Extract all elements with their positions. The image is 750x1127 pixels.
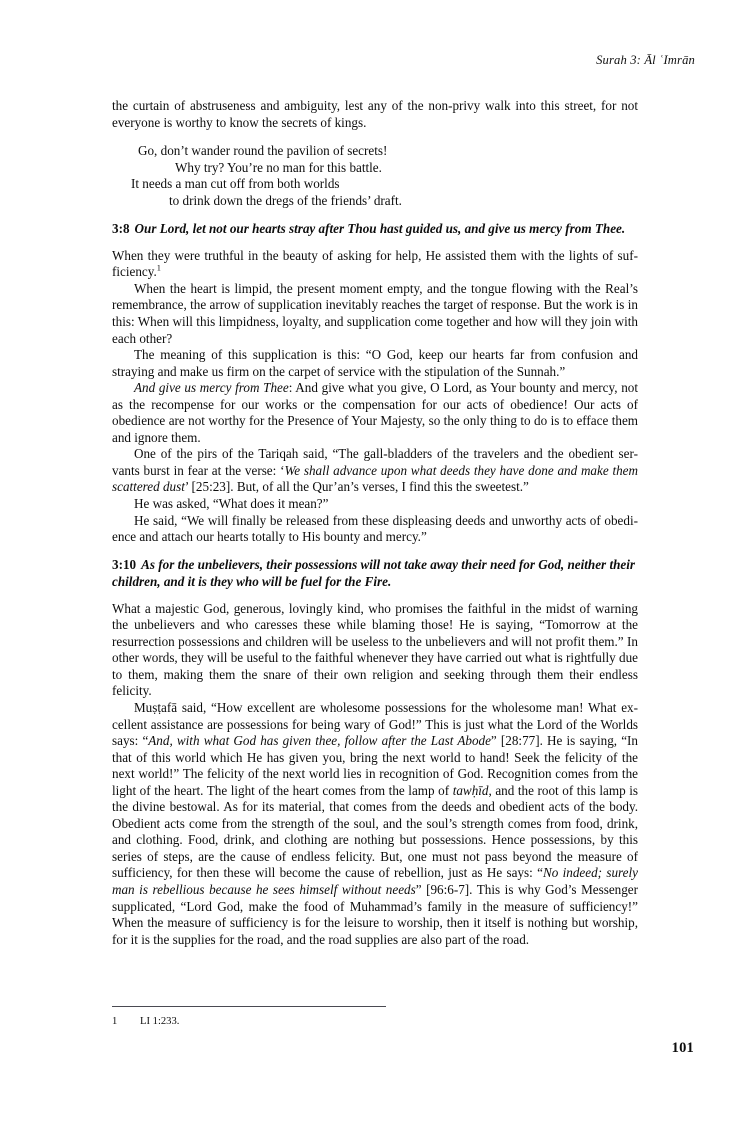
verse-heading-3-8 [112, 221, 638, 238]
paragraph-9-part-d: ” [96:6-7]. This is why God’s Messenger supplicated, “Lord God, make the food of Muhammad’s family in the measure of sufficiency!” When the measure of sufficiency is for the leisure to worship, then it itself is nothing but worship, for it is the supplies for the road, and the road supplies are also part of the road. [112, 882, 639, 947]
paragraph-9-part-a: Muṣṭafā said, “How excellent are wholesome possessions for the wholesome man! What ex-cellent assistance are possessions for being wary of God!” This is just what the Lord of the Worlds says: “ [112, 699, 638, 749]
paragraph-1 [112, 248, 638, 281]
paragraph-1-text: When they were truthful in the beauty of asking for help, He assisted them with the lights of suf-ficiency. [112, 247, 638, 280]
verse-text: As for the unbelievers, their possessions will not take away their need for God, neither their children, and it is they who will be fuel for the Fire. [112, 557, 635, 589]
paragraph-5 [112, 446, 638, 496]
paragraph-4 [112, 380, 638, 446]
paragraph-9-part-c: , and the root of this lamp is the divine bestowal. As for its material, that comes from the deeds and obedient acts of the body. Obedient acts come from the strength of the soul, and the soul’s strength comes from food, drink, and clothing. Food, drink, and clothing are nothing but possessions. Hence possessions, by this series of steps, are the cause of endless felicity. But, one must not pass beyond the measure of sufficiency, for then these will become the cause of rebellion, just as He says: “ [112, 782, 638, 881]
poem-line-4: to drink down the dregs of the friends’ draft. [169, 192, 402, 208]
paragraph-7: He said, “We will finally be released from these displeasing deeds and unworthy acts of obedi-ence and attach our hearts totally to His bounty and mercy.” [112, 512, 638, 545]
quran-quote-25-23: We shall advance upon what deeds they have done and make them scattered dust [112, 462, 639, 495]
paragraph-2: When the heart is limpid, the present moment empty, and the tongue flowing with the Real’s remembrance, the arrow of supplication inevitably reaches the target of response. But the work is in this: When will this limpidness, loyalty, and supplication come together and how will they join with each other? [112, 280, 638, 346]
paragraph-carryover: the curtain of abstruseness and ambiguity, lest any of the non-privy walk into this street, for not everyone is worthy to know the secrets of kings. [112, 98, 638, 130]
lemma-give-us-mercy: And give us mercy from Thee [134, 380, 289, 396]
quran-quote-96-6-7: No indeed; surely man is rebellious because he sees himself without needs [112, 865, 638, 897]
verse-number: 3:10 [112, 557, 137, 573]
page-number: 101 [671, 1040, 694, 1056]
verse-number: 3:8 [112, 220, 130, 236]
footnote-text: LI 1:233. [140, 1016, 180, 1027]
paragraph-5-outro: ’ [25:23]. But, of all the Qur’an’s verses, I find this the sweetest.” [184, 479, 529, 495]
verse-text: Our Lord, let not our hearts stray after Thou hast guided us, and give us mercy from Thee. [134, 220, 626, 236]
paragraph-3: The meaning of this supplication is this: “O God, keep our hearts far from confusion and straying and make us firm on the carpet of service with the stipulation of the Sunnah.” [112, 347, 638, 379]
poem-line-1: Go, don’t wander round the pavilion of secrets! [138, 143, 388, 159]
paragraph-5-intro: One of the pirs of the Tariqah said, “The gall-bladders of the travelers and the obedient ser-vants burst in fear at the verse: ‘ [112, 446, 638, 478]
poem-line-3: It needs a man cut off from both worlds [131, 176, 340, 192]
page-body [112, 98, 638, 948]
paragraph-9-part-b: ” [28:77]. He is saying, “In that of this world which He has given you, bring the next world to hand! Seek the felicity of the next world!” The felicity of the next world lies in recognition of God. Recognition comes from the light of the heart. The light of the heart comes from the lamp of [112, 733, 638, 798]
paragraph-9 [112, 700, 638, 948]
footnote-marker-1[interactable]: 1 [156, 263, 161, 273]
term-tawhid: tawḥīd [452, 782, 489, 798]
footnote-separator-rule [112, 1006, 386, 1007]
footnote-number: 1 [112, 1016, 118, 1027]
footnote-area [112, 1006, 638, 1028]
poem-block [112, 143, 638, 209]
poem-line-2: Why try? You’re no man for this battle. [175, 159, 382, 175]
paragraph-4-text: : And give what you give, O Lord, as Your bounty and mercy, not as the recompense for our works or the compensation for our acts of obedience! Our acts of obedience are not worthy for the Presence of Your Majesty, so the only thing to do is to efface them and ignore them. [112, 380, 638, 445]
quran-quote-28-77: And, with what God has given thee, follow after the Last Abode [148, 733, 491, 749]
paragraph-8: What a majestic God, generous, lovingly kind, who promises the faithful in the midst of warning the unbelievers and who caresses these while blaming those! He is saying, “Tomorrow at the resurrection possessions and children will be useless to the unbelievers and will not profit them.” In other words, they will be useful to the faithful whenever they have carried out what is rightfully due to them, making them the snare of their own religion and seeking through them their endless felicity. [112, 600, 638, 699]
running-head: Surah 3: Āl ʿImrān [596, 53, 695, 67]
paragraph-6: He was asked, “What does it mean?” [134, 495, 329, 511]
footnote-item [112, 1015, 638, 1028]
verse-heading-3-10 [112, 557, 638, 591]
